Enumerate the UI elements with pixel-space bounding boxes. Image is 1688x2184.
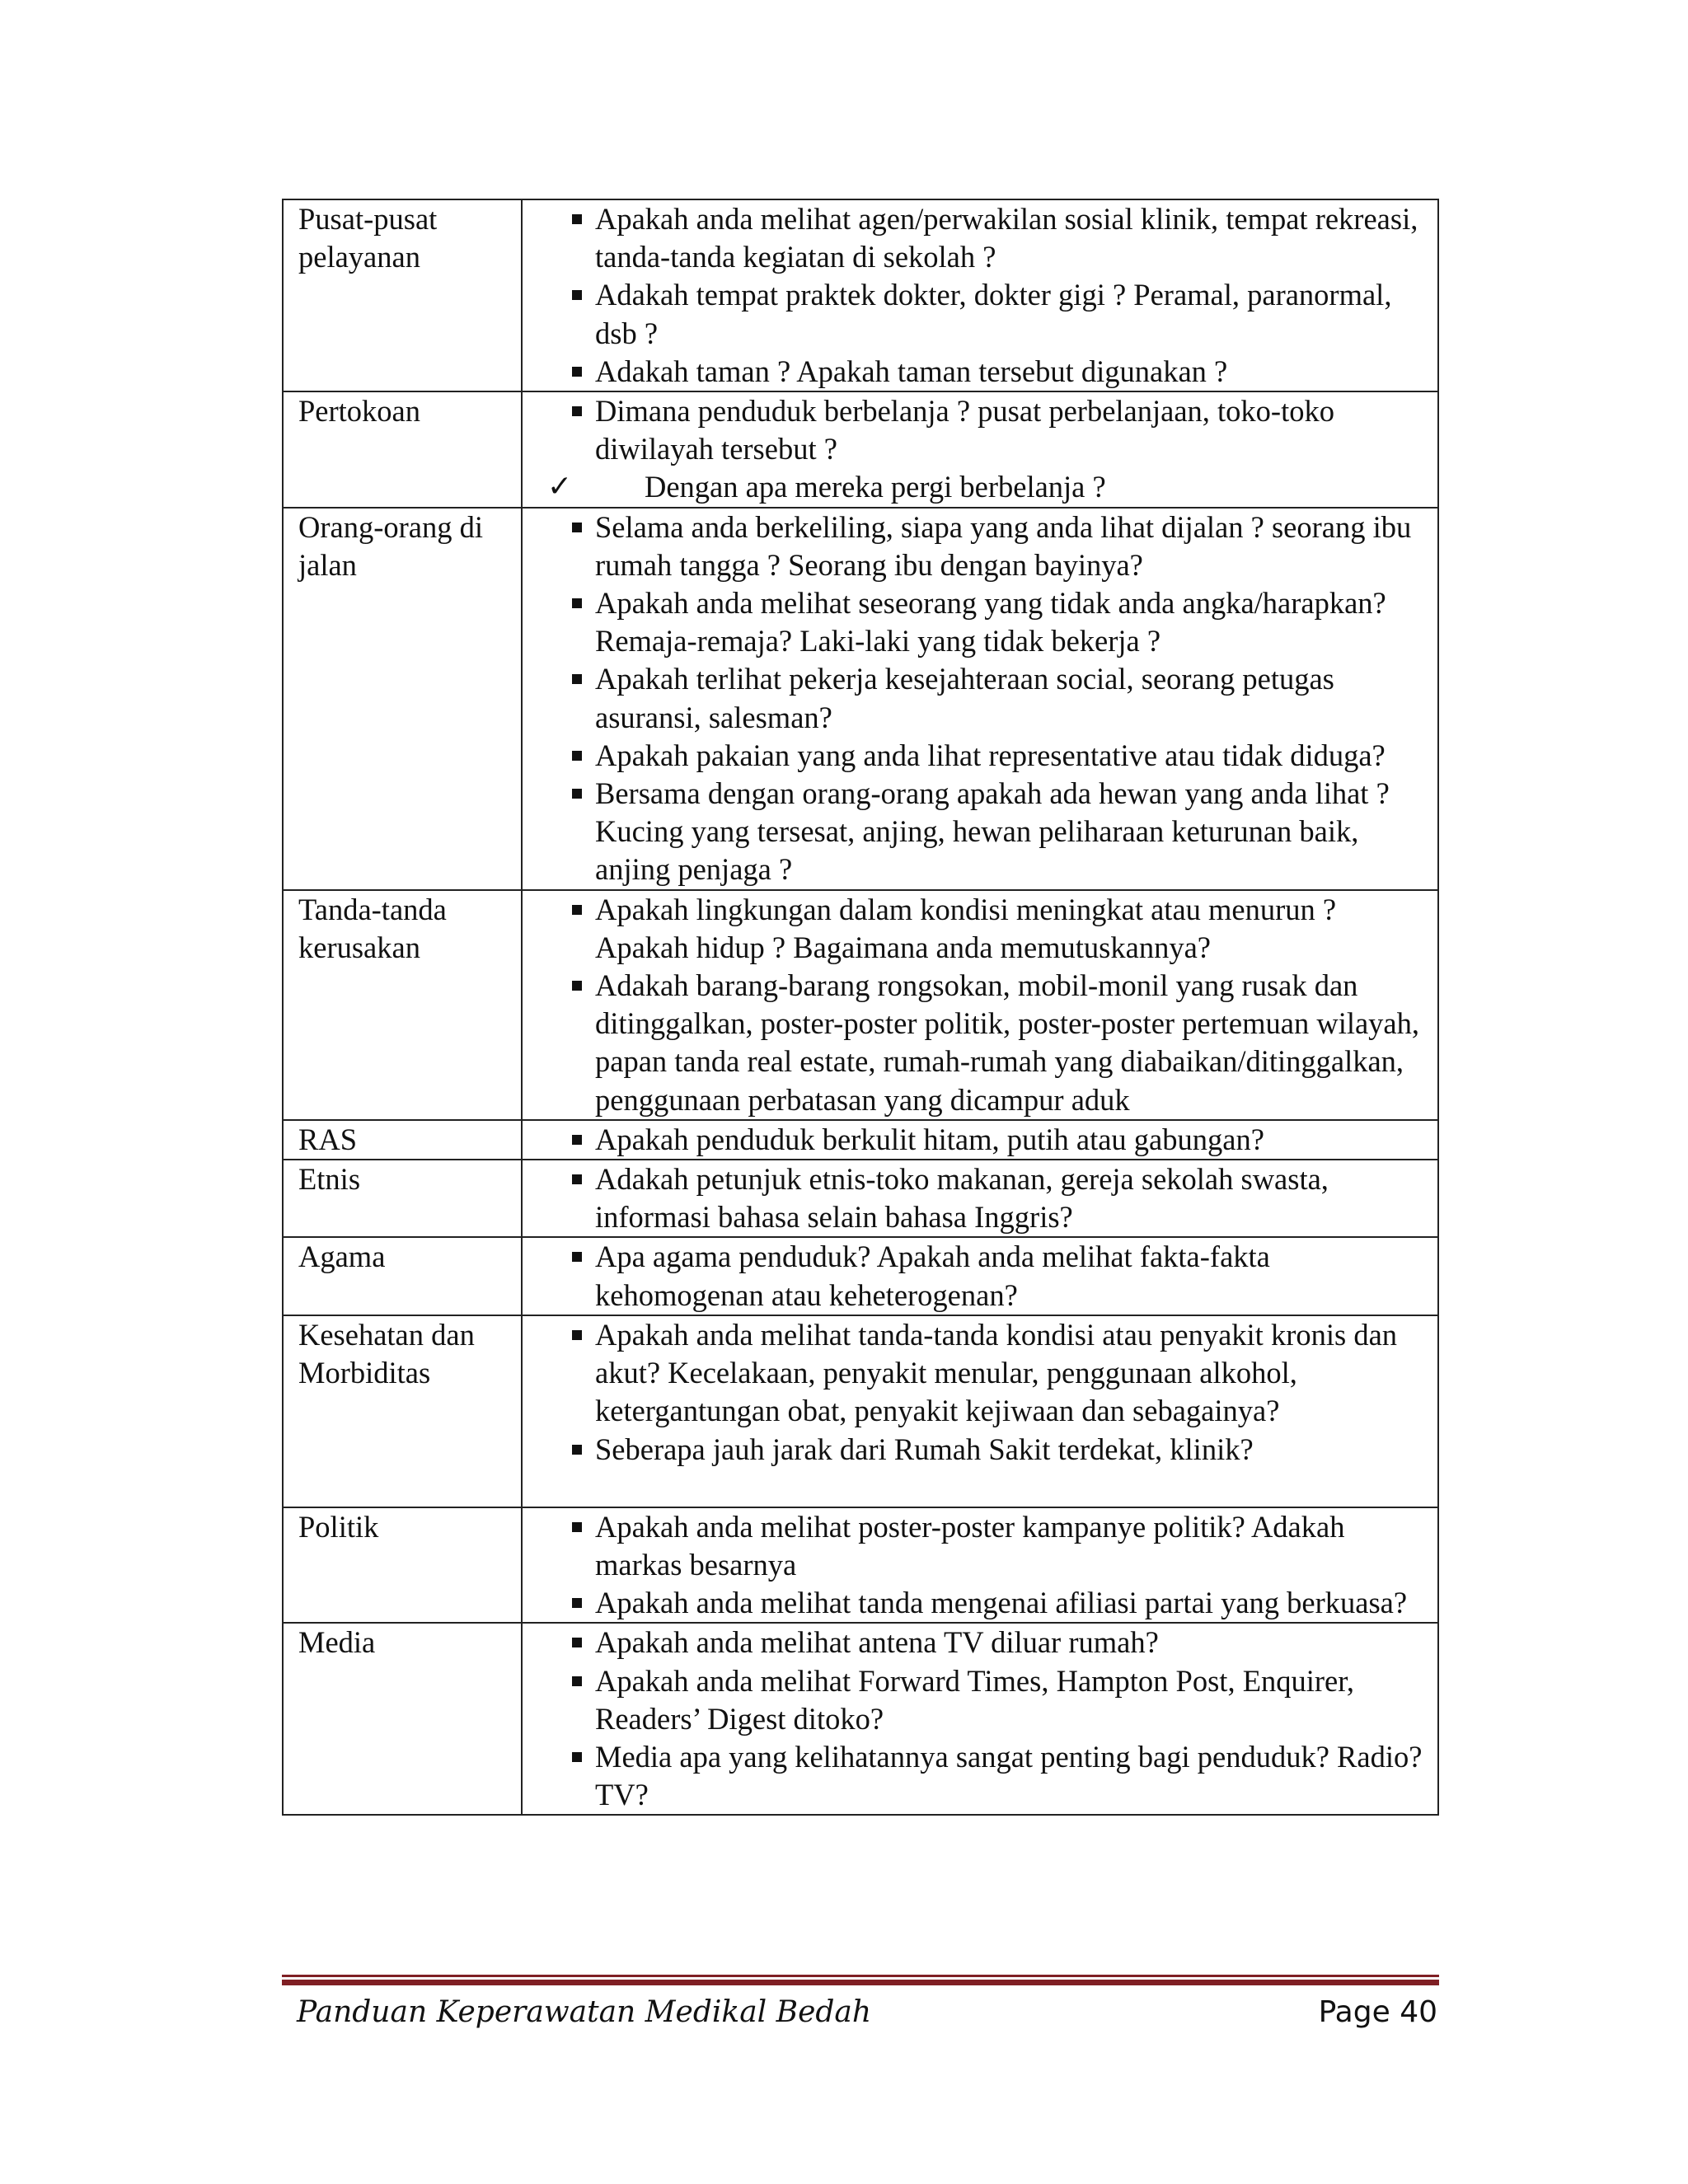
item-text: Adakah petunjuk etnis-toko makanan, gereja sekolah swasta, informasi bahasa selain bahasa Inggris? <box>595 1162 1329 1235</box>
square-bullet-icon <box>572 905 582 915</box>
list-item <box>595 660 1423 736</box>
square-bullet-icon <box>572 367 582 377</box>
list-item <box>595 1160 1423 1236</box>
assessment-table <box>282 199 1439 1816</box>
item-text: Apakah pakaian yang anda lihat representative atau tidak diduga? <box>595 738 1386 772</box>
blank-line <box>595 1469 1423 1507</box>
square-bullet-icon <box>572 1252 582 1262</box>
square-bullet-icon <box>572 1676 582 1686</box>
item-text: Dengan apa mereka pergi berbelanja ? <box>645 470 1106 504</box>
list-item <box>595 200 1423 276</box>
row-topic: Kesehatan dan Morbiditas <box>283 1315 522 1507</box>
square-bullet-icon <box>572 789 582 799</box>
table-row <box>283 1507 1438 1624</box>
list-item <box>595 891 1423 967</box>
item-text: Dimana penduduk berbelanja ? pusat perbelanjaan, toko-toko diwilayah tersebut ? <box>595 394 1334 466</box>
footer-rule-thin <box>282 1975 1439 1977</box>
footer-rule-thick <box>282 1980 1439 1985</box>
square-bullet-icon <box>572 1330 582 1340</box>
footer-page-number: Page 40 <box>1318 1995 1437 2029</box>
row-items <box>522 1623 1438 1815</box>
square-bullet-icon <box>572 406 582 416</box>
list-item <box>547 468 1423 506</box>
item-text: Apakah terlihat pekerja kesejahteraan social, seorang petugas asuransi, salesman? <box>595 662 1334 734</box>
list-item <box>595 1121 1423 1159</box>
square-bullet-icon <box>572 214 582 224</box>
item-text: Apakah anda melihat tanda mengenai afiliasi partai yang berkuasa? <box>595 1586 1408 1620</box>
item-text: Adakah taman ? Apakah taman tersebut digunakan ? <box>595 354 1228 388</box>
row-items <box>522 199 1438 391</box>
item-text: Apakah anda melihat poster-poster kampanye politik? Adakah markas besarnya <box>595 1509 1345 1582</box>
row-topic: Pertokoan <box>283 391 522 508</box>
row-items <box>522 508 1438 890</box>
row-items <box>522 1315 1438 1507</box>
list-item <box>595 1662 1423 1738</box>
list-item <box>595 584 1423 660</box>
table-row <box>283 1623 1438 1815</box>
list-item <box>595 353 1423 391</box>
square-bullet-icon <box>572 1752 582 1762</box>
row-topic: Agama <box>283 1237 522 1315</box>
table-row <box>283 1237 1438 1315</box>
list-item <box>595 1738 1423 1814</box>
table-row <box>283 508 1438 890</box>
row-items <box>522 890 1438 1120</box>
row-topic: Orang-orang di jalan <box>283 508 522 890</box>
row-topic: Pusat-pusat pelayanan <box>283 199 522 391</box>
square-bullet-icon <box>572 1522 582 1532</box>
square-bullet-icon <box>572 981 582 991</box>
table-row <box>283 1315 1438 1507</box>
list-item <box>595 775 1423 889</box>
row-items <box>522 1237 1438 1315</box>
list-item <box>595 276 1423 352</box>
item-text: Media apa yang kelihatannya sangat penting bagi penduduk? Radio? TV? <box>595 1739 1423 1812</box>
item-text: Apakah anda melihat antena TV diluar rumah? <box>595 1625 1159 1660</box>
item-text: Apakah anda melihat tanda-tanda kondisi atau penyakit kronis dan akut? Kecelakaan, penyakit menular, penggunaan alkohol, ketergantungan obat, penyakit kejiwaan dan sebagainya? <box>595 1317 1398 1428</box>
table-row <box>283 1160 1438 1237</box>
item-text: Apa agama penduduk? Apakah anda melihat fakta-fakta kehomogenan atau keheterogenan? <box>595 1240 1270 1312</box>
table-row <box>283 1120 1438 1160</box>
square-bullet-icon <box>572 1174 582 1184</box>
square-bullet-icon <box>572 1135 582 1145</box>
row-items <box>522 1120 1438 1160</box>
square-bullet-icon <box>572 1445 582 1455</box>
row-topic: Etnis <box>283 1160 522 1237</box>
item-text: Bersama dengan orang-orang apakah ada hewan yang anda lihat ? Kucing yang tersesat, anjing, hewan peliharaan keturunan baik, anjing penjaga ? <box>595 776 1390 887</box>
item-text: Apakah anda melihat Forward Times, Hampton Post, Enquirer, Readers’ Digest ditoko? <box>595 1663 1355 1736</box>
list-item <box>595 1508 1423 1584</box>
square-bullet-icon <box>572 1598 582 1608</box>
list-item <box>595 737 1423 775</box>
table-row <box>283 391 1438 508</box>
row-items <box>522 1160 1438 1237</box>
item-text: Adakah tempat praktek dokter, dokter gigi ? Peramal, paranormal, dsb ? <box>595 278 1392 350</box>
item-text: Selama anda berkeliling, siapa yang anda lihat dijalan ? seorang ibu rumah tangga ? Seorang ibu dengan bayinya? <box>595 509 1412 582</box>
footer-title: Panduan Keperawatan Medikal Bedah <box>297 1995 872 2029</box>
square-bullet-icon <box>572 523 582 532</box>
row-topic: Media <box>283 1623 522 1815</box>
item-text: Adakah barang-barang rongsokan, mobil-monil yang rusak dan ditinggalkan, poster-poster politik, poster-poster pertemuan wilayah, papan tanda real estate, rumah-rumah yang diabaikan/ditinggalkan, penggunaan perbatasan yang dicampur aduk <box>595 968 1420 1117</box>
item-text: Seberapa jauh jarak dari Rumah Sakit terdekat, klinik? <box>595 1432 1254 1466</box>
row-items <box>522 1507 1438 1624</box>
item-text: Apakah anda melihat seseorang yang tidak anda angka/harapkan? Remaja-remaja? Laki-laki yang tidak bekerja ? <box>595 586 1386 658</box>
item-text: Apakah penduduk berkulit hitam, putih atau gabungan? <box>595 1122 1264 1156</box>
list-item <box>595 1238 1423 1314</box>
square-bullet-icon <box>572 290 582 300</box>
list-item <box>595 967 1423 1119</box>
list-item <box>595 1431 1423 1469</box>
list-item <box>595 1316 1423 1431</box>
row-topic: RAS <box>283 1120 522 1160</box>
table-row <box>283 199 1438 391</box>
assessment-table-body <box>283 199 1438 1815</box>
square-bullet-icon <box>572 674 582 684</box>
row-topic: Politik <box>283 1507 522 1624</box>
footer-rule <box>282 1975 1439 1985</box>
row-items <box>522 391 1438 508</box>
table-row <box>283 890 1438 1120</box>
list-item <box>595 509 1423 584</box>
list-item <box>595 392 1423 468</box>
square-bullet-icon <box>572 598 582 608</box>
list-item <box>595 1584 1423 1622</box>
square-bullet-icon <box>572 751 582 761</box>
item-text: Apakah lingkungan dalam kondisi meningkat atau menurun ? Apakah hidup ? Bagaimana anda memutuskannya? <box>595 892 1337 964</box>
list-item <box>595 1624 1423 1661</box>
checkmark-icon: ✓ <box>547 470 573 504</box>
item-text: Apakah anda melihat agen/perwakilan sosial klinik, tempat rekreasi, tanda-tanda kegiatan di sekolah ? <box>595 202 1418 274</box>
square-bullet-icon <box>572 1638 582 1647</box>
row-topic: Tanda-tanda kerusakan <box>283 890 522 1120</box>
